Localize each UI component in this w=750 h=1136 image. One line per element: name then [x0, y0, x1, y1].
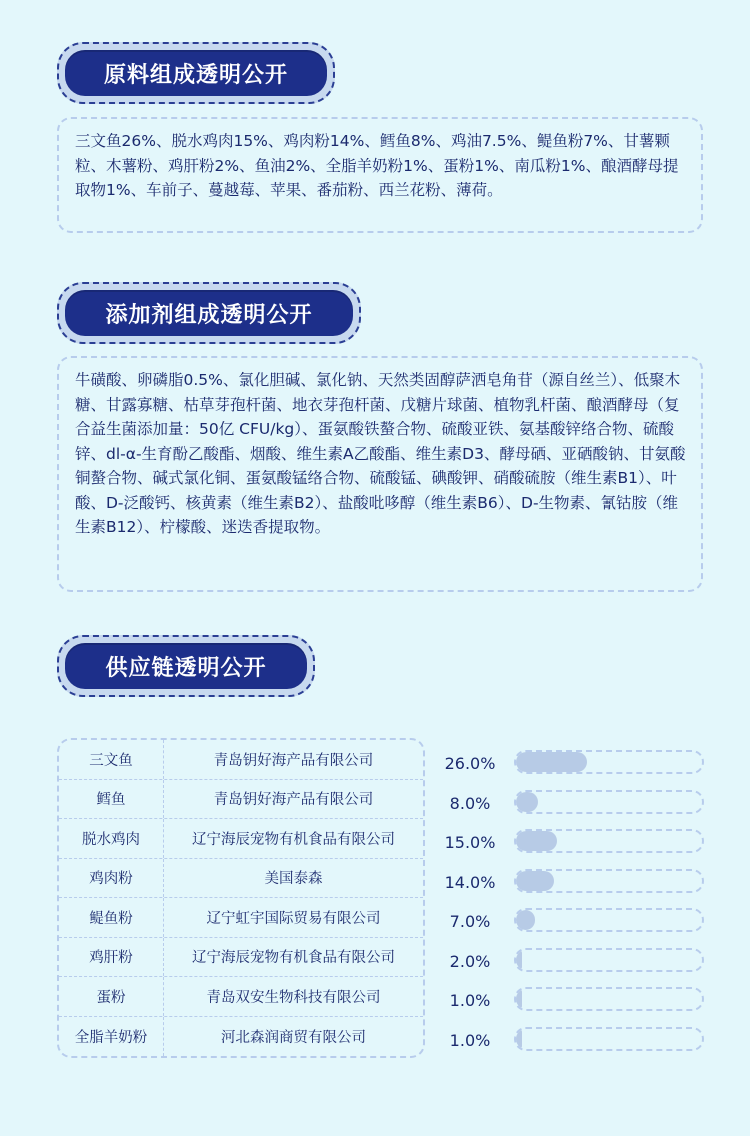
percent-value: 1.0% [449, 991, 491, 1011]
ingredient-name: 脱水鸡肉 [59, 819, 164, 858]
percent-bar-track [514, 987, 704, 1011]
ingredient-name: 鸡肝粉 [59, 938, 164, 977]
percent-bar-fill [516, 752, 587, 772]
ingredient-name: 三文鱼 [59, 740, 164, 779]
percent-value: 8.0% [449, 793, 491, 813]
percent-bar-fill [516, 871, 554, 891]
ingredients-text: 三文鱼26%、脱水鸡肉15%、鸡肉粉14%、鳕鱼8%、鸡油7.5%、鳀鱼粉7%、甘薯颗粒、木薯粉、鸡肝粉2%、鱼油2%、全脂羊奶粉1%、蛋粉1%、南瓜粉1%、酿酒酵母提取物1%、车前子、蔓越莓、苹果、番茄粉、西兰花粉、薄荷。 [57, 117, 703, 233]
percent-bar-track [514, 1027, 704, 1051]
percent-value: 2.0% [449, 951, 491, 971]
percent-bar-track [514, 829, 704, 853]
table-row [59, 977, 423, 1017]
supplier-name: 青岛钥好海产品有限公司 [213, 792, 374, 809]
ingredient-name: 鳀鱼粉 [59, 898, 164, 937]
percent-value: 14.0% [444, 872, 496, 892]
ingredient-name: 全脂羊奶粉 [59, 1017, 164, 1057]
additives-title: 添加剂组成透明公开 [65, 290, 353, 336]
supplier-name: 河北森润商贸有限公司 [221, 1029, 366, 1046]
ingredient-name: 鸡肉粉 [59, 859, 164, 898]
percent-bars [514, 750, 704, 1066]
table-row [59, 1017, 423, 1057]
supplier-name: 美国泰森 [264, 871, 323, 888]
supplier-name: 青岛钥好海产品有限公司 [213, 752, 374, 769]
percent-bar-fill [516, 950, 522, 970]
additives-text: 牛磺酸、卵磷脂0.5%、氯化胆碱、氯化钠、天然类固醇萨洒皂角苷（源自丝兰）、低聚木糖、甘露寡糖、枯草芽孢杆菌、地衣芽孢杆菌、戊糖片球菌、植物乳杆菌、酿酒酵母（复合益生菌添加量：50亿 CFU/kg）、蛋氨酸铁螯合物、硫酸亚铁、氨基酸锌络合物、硫酸锌、dl-α-生育酚乙酸酯、烟酸、维生素A乙酸酯、维生素D3、酵母硒、亚硒酸钠、甘氨酸铜螯合物、碱式氯化铜、蛋氨酸锰络合物、硫酸锰、碘酸钾、硝酸硫胺（维生素B1）、叶酸、D-泛酸钙、核黄素（维生素B2）、盐酸吡哆醇（维生素B6）、D-生物素、氰钴胺（维生素B12）、柠檬酸、迷迭香提取物。 [57, 356, 703, 592]
percent-bar-fill [516, 910, 535, 930]
supply-title-frame [57, 635, 315, 697]
supplier-name: 青岛双安生物科技有限公司 [206, 989, 381, 1006]
ingredient-name: 鳕鱼 [59, 780, 164, 819]
supply-title: 供应链透明公开 [65, 643, 307, 689]
supplier-name: 辽宁虹宇国际贸易有限公司 [206, 910, 381, 927]
percent-bar-fill [516, 1029, 522, 1049]
percent-value: 26.0% [444, 754, 496, 774]
percent-bar-track [514, 869, 704, 893]
percent-bar-fill [516, 831, 557, 851]
table-row [59, 819, 423, 859]
supplier-name: 辽宁海辰宠物有机食品有限公司 [192, 950, 395, 967]
percent-value: 1.0% [449, 1030, 491, 1050]
percent-value: 15.0% [444, 833, 496, 853]
percent-column [430, 744, 510, 1060]
additives-title-frame [57, 282, 361, 344]
percent-bar-track [514, 750, 704, 774]
percent-bar-track [514, 948, 704, 972]
percent-value: 7.0% [449, 912, 491, 932]
ingredients-title-frame [57, 42, 335, 104]
ingredients-title: 原料组成透明公开 [65, 50, 327, 96]
percent-bar-track [514, 790, 704, 814]
table-row [59, 740, 423, 780]
percent-bar-track [514, 908, 704, 932]
table-row [59, 938, 423, 978]
percent-bar-fill [516, 989, 522, 1009]
supplier-name: 辽宁海辰宠物有机食品有限公司 [192, 831, 395, 848]
percent-bar-fill [516, 792, 538, 812]
ingredient-name: 蛋粉 [59, 977, 164, 1016]
table-row [59, 898, 423, 938]
supply-table [57, 738, 425, 1058]
table-row [59, 859, 423, 899]
table-row [59, 780, 423, 820]
